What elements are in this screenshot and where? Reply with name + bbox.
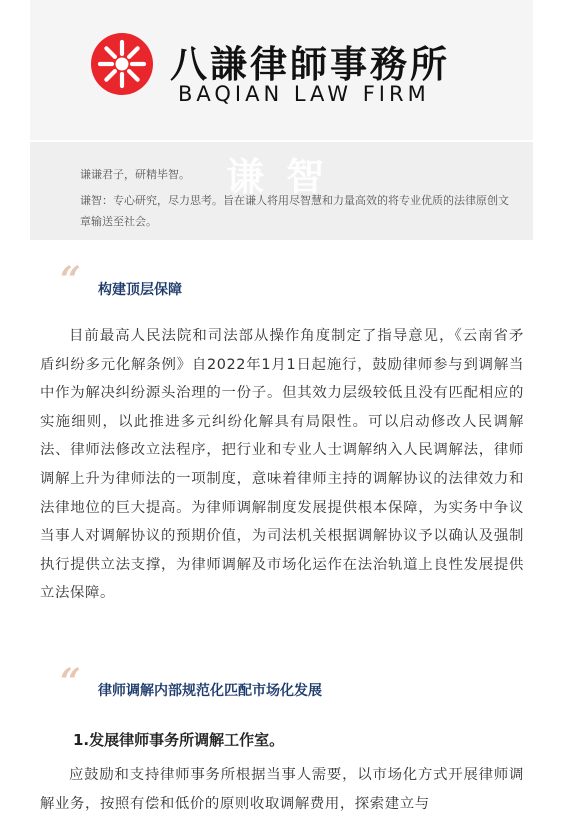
motto-box — [30, 142, 533, 240]
motto-line-2: 谦智：专心研究，尽力思考。旨在谦人将用尽智慧和力量高效的将专业优质的法律原创文章输送至社会。 — [80, 194, 509, 228]
firm-name-cn: 八謙律師事務所 — [170, 42, 450, 86]
firm-logo-icon — [90, 32, 154, 96]
brand-header — [30, 0, 533, 140]
motto-line-1: 谦谦君子，研精毕智。 — [80, 168, 190, 181]
section-title-2: 律师调解内部规范化匹配市场化发展 — [98, 683, 322, 699]
quote-mark-icon: “ — [60, 259, 81, 301]
section-title-1: 构建顶层保障 — [98, 282, 182, 298]
section-1-paragraph: 目前最高人民法院和司法部从操作角度制定了指导意见，《云南省矛盾纠纷多元化解条例》自2022年1月1日起施行，鼓励律师参与到调解当中作为解决纠纷源头治理的一份子。但其效力层级较低且没有匹配相应的实施细则，以此推进多元纠纷化解具有局限性。可以启动修改人民调解法、律师法修改立法程序，把行业和专业人士调解纳入人民调解法，律师调解上升为律师法的一项制度，意味着律师主持的调解协议的法律效力和法律地位的巨大提高。为律师调解制度发展提供根本保障，为实务中争议当事人对调解协议的预期价值，为司法机关根据调解协议予以确认及强制执行提供立法支撑，为律师调解及市场化运作在法治轨道上良性发展提供立法保障。 — [40, 328, 524, 602]
sub-heading-1: 1.发展律师事务所调解工作室。 — [73, 731, 285, 749]
section-2-paragraph: 应鼓励和支持律师事务所根据当事人需要，以市场化方式开展律师调解业务，按照有偿和低价的原则收取调解费用，探索建立与 — [40, 767, 524, 812]
firm-name-en: BAQIAN LAW FIRM — [178, 82, 430, 106]
quote-mark-icon: “ — [60, 661, 81, 703]
motto-watermark: 谦智 — [226, 154, 347, 199]
